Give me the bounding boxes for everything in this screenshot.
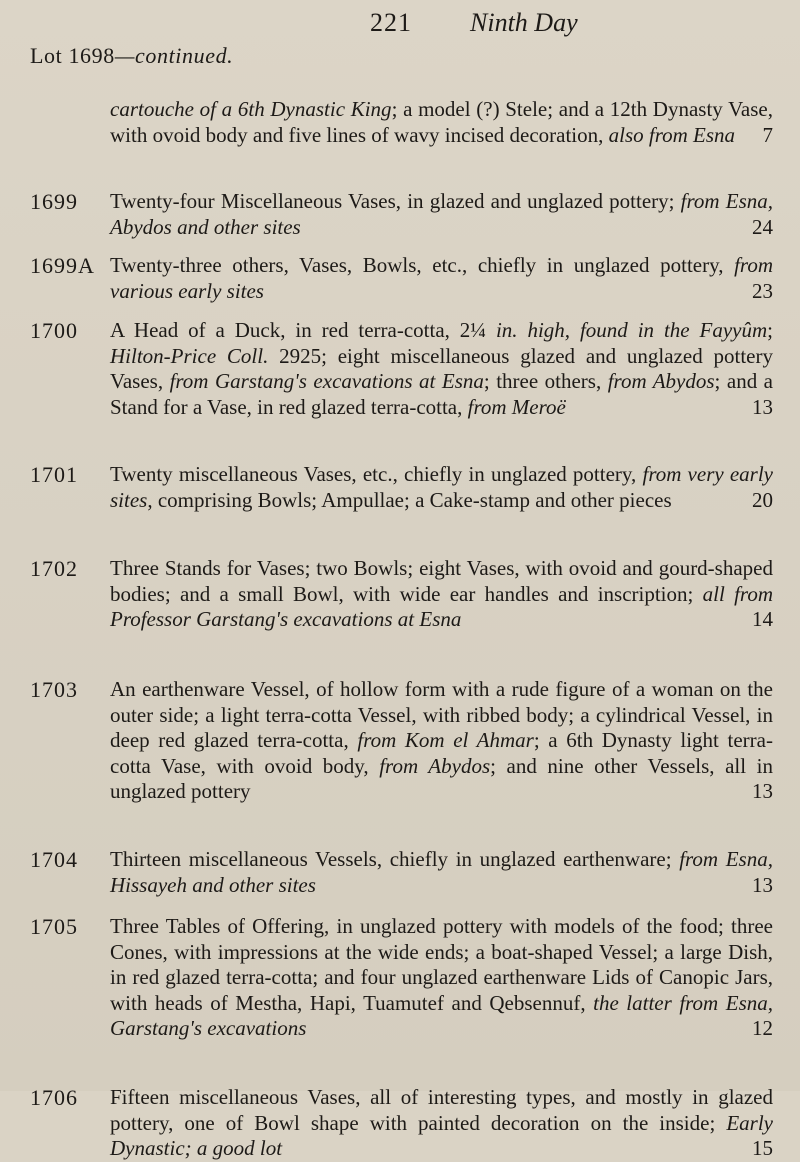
lot-header-continued: —continued. [114,43,234,68]
lot-quantity: 13 [752,872,773,897]
lot-number: 1699A [30,253,95,278]
text-segment: ; three others, [483,369,608,394]
text-segment: Three Tables of Offering, in unglazed pottery with models of the food; three Cones, with impressions at the wide ends; a boat-shaped Vessel; a large Dish, in red glazed terra-cotta; and four unglazed earthenware Lids of Canopic Jars, with heads of Mestha, Hapi, Tuamutef and Qebsennuf, [110,914,773,1015]
lot-number: 1706 [30,1085,78,1110]
italic-text-segment: from Meroë [467,394,566,419]
text-segment: An earthenware Vessel, of hollow form with a rude figure of a woman on the outer side; a light terra-cotta Vessel, with ribbed body; a cylindrical Vessel, in deep red glazed terra-cotta, [110,677,773,753]
italic-text-segment: from very early sites [110,462,773,512]
lot-description [110,97,773,148]
lot-continued-header [30,43,233,69]
running-head [0,8,800,48]
lot-quantity: 12 [752,1016,773,1041]
text-segment: Twenty-four Miscellaneous Vases, in glazed and unglazed pottery; [110,189,681,213]
lot-description [110,462,773,513]
lot-description [110,253,773,304]
text-segment: 2925; eight miscellaneous glazed and unglazed pottery Vases, [110,343,773,394]
italic-text-segment: from Esna, Abydos and other sites [110,189,773,239]
lot-quantity: 13 [752,779,773,804]
text-segment: Twenty miscellaneous Vases, etc., chiefly in unglazed pottery, [110,462,643,486]
italic-text-segment: from various early sites [110,253,773,303]
italic-text-segment: from Esna, Hissayeh and other sites [110,847,773,897]
italic-text-segment: from Abydos [379,753,491,778]
italic-text-segment: cartouche of a 6th Dynastic King [110,97,392,121]
text-segment: Twenty-three others, Vases, Bowls, etc., chiefly in unglazed pottery, [110,253,735,277]
page-number: 221 [370,8,412,37]
lot-number: 1702 [30,556,78,581]
text-segment: ; a model (?) Stele; and a 12th Dynasty Vase, with ovoid body and five lines of wavy incised decoration, [110,97,773,147]
text-segment: Fifteen miscellaneous Vases, all of interesting types, and mostly in glazed pottery, one of Bowl shape with painted decoration on the inside; [110,1085,773,1135]
lot-number: 1700 [30,318,78,343]
lot-quantity: 20 [752,487,773,512]
italic-text-segment: Hilton-Price Coll. [110,343,269,368]
text-segment: ; and nine other Vessels, all in unglazed pottery [110,753,773,804]
lot-description [110,318,773,420]
italic-text-segment: from Kom el Ahmar [357,728,534,753]
lot-number: 1699 [30,189,78,214]
text-segment: , comprising Bowls; Ampullae; a Cake-stamp and other pieces [147,487,672,512]
lot-description [110,189,773,240]
italic-text-segment: also from Esna [608,122,736,147]
lot-quantity: 15 [752,1136,773,1161]
lot-number: 1701 [30,462,78,487]
lot-number: 1703 [30,677,78,702]
lot-number: 1705 [30,914,78,939]
lot-description [110,1085,773,1162]
italic-text-segment: from Abydos [607,369,715,394]
text-segment: ; and a Stand for a Vase, in red glazed terra-cotta, [110,369,773,419]
day-title: Ninth Day [470,8,578,37]
lot-description [110,914,773,1042]
lot-header-label: Lot 1698 [30,43,115,68]
lot-quantity: 23 [752,278,773,303]
lot-quantity: 14 [752,607,773,632]
text-segment: ; [767,318,773,342]
italic-text-segment: the latter from Esna, Garstang's excavations [110,990,774,1041]
lot-quantity: 24 [752,214,773,239]
lot-description [110,847,773,898]
lot-description [110,677,773,805]
italic-text-segment: from Garstang's excavations at Esna [169,369,484,394]
text-segment: Three Stands for Vases; two Bowls; eight Vases, with ovoid and gourd-shaped bodies; and a small Bowl, with wide ear handles and inscription; [110,556,773,606]
lot-quantity: 7 [762,122,773,147]
italic-text-segment: in. high, found in the Fayyûm [495,318,768,342]
text-segment: ; a 6th Dynasty light terra-cotta Vase, with ovoid body, [110,728,773,778]
lot-description [110,556,773,633]
text-segment: Thirteen miscellaneous Vessels, chiefly in unglazed earthenware; [110,847,680,871]
lot-quantity: 13 [752,394,773,419]
italic-text-segment: all from Professor Garstang's excavations at Esna [110,581,773,632]
text-segment: A Head of a Duck, in red terra-cotta, 2¼ [110,318,496,342]
italic-text-segment: Early Dynastic; a good lot [110,1110,773,1161]
lot-number: 1704 [30,847,78,872]
